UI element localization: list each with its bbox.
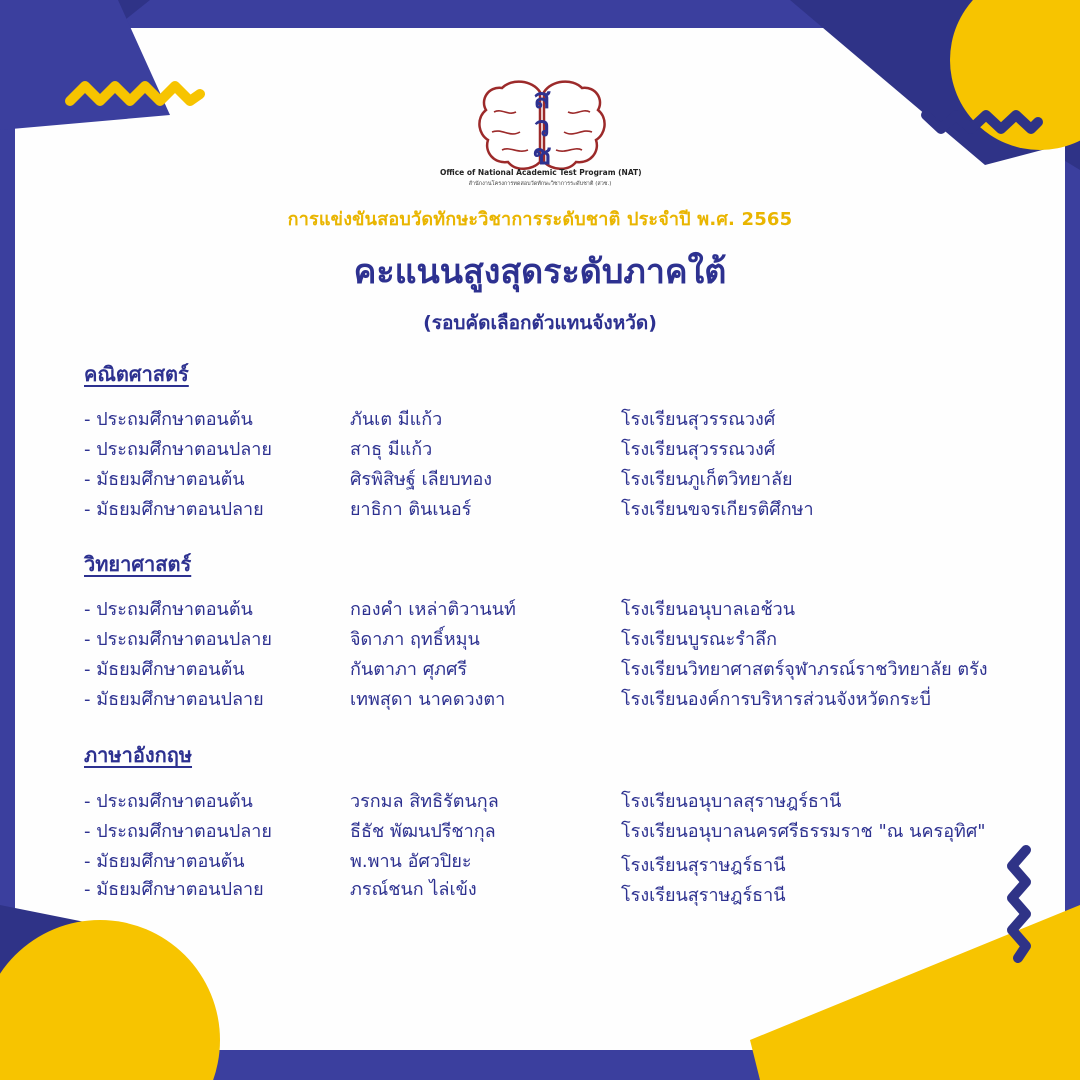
school-name: โรงเรียนองค์การบริหารส่วนจังหวัดกระบี่ [621,689,931,710]
list-row [0,654,1080,682]
student-name: สาธุ มีแก้ว [350,439,433,460]
list-row [0,874,1080,906]
school-name: โรงเรียนภูเก็ตวิทยาลัย [621,469,793,490]
school-name: โรงเรียนสุวรรณวงศ์ [621,409,776,430]
level-label: - มัธยมศึกษาตอนต้น [84,659,245,680]
student-name: เทพสุดา นาคดวงตา [350,689,506,710]
student-name: จิดาภา ฤทธิ์หมุน [350,629,480,650]
student-name: ศิรพิสิษฐ์ เลียบทอง [350,469,493,490]
student-name: ภรณ์ชนก ไล่เข้ง [350,879,477,900]
level-label: - ประถมศึกษาตอนต้น [84,599,253,620]
level-label: - มัธยมศึกษาตอนต้น [84,851,245,872]
school-name: โรงเรียนสุวรรณวงศ์ [621,439,776,460]
list-row [0,846,1080,874]
list-row [0,434,1080,462]
school-name: โรงเรียนอนุบาลเอช้วน [621,599,796,620]
student-name: วรกมล สิทธิรัตนกุล [350,791,499,812]
school-name: โรงเรียนสุราษฎร์ธานี [621,885,786,906]
level-label: - ประถมศึกษาตอนปลาย [84,629,272,650]
list-row [0,816,1080,844]
list-row [0,594,1080,622]
student-name: พ.พาน อัศวปิยะ [350,851,472,872]
round-label: (รอบคัดเลือกตัวแทนจังหวัด) [423,312,657,334]
student-name: ธีธัช พัฒนปรีชากุล [350,821,496,842]
student-name: กองคำ เหล่าติวานนท์ [350,599,516,620]
logo-org-english: Office of National Academic Test Program (NAT) [440,168,642,177]
page-title: คะแนนสูงสุดระดับภาคใต้ [353,252,727,292]
section-title-math: คณิตศาสตร์ [84,362,189,386]
logo-letter-3: ช [532,138,552,171]
level-label: - มัธยมศึกษาตอนปลาย [84,879,264,900]
logo-org-thai: สำนักงานโครงการทดสอบวัดทักษะวิชาการระดับชาติ (สวช.) [468,181,612,187]
school-name: โรงเรียนบูรณะรำลึก [621,629,777,650]
list-row [0,684,1080,712]
competition-subtitle: การแข่งขันสอบวัดทักษะวิชาการระดับชาติ ประจำปี พ.ศ. 2565 [287,209,793,230]
level-label: - มัธยมศึกษาตอนปลาย [84,689,264,710]
level-label: - มัธยมศึกษาตอนต้น [84,469,245,490]
logo-letter-2: ว [534,110,550,143]
level-label: - ประถมศึกษาตอนต้น [84,409,253,430]
school-name: โรงเรียนวิทยาศาสตร์จุฬาภรณ์ราชวิทยาลัย ตรัง [621,659,988,680]
section-title-science: วิทยาศาสตร์ [84,552,192,576]
section-title-english: ภาษาอังกฤษ [84,743,193,767]
list-row [0,494,1080,522]
list-row [0,464,1080,492]
school-name: โรงเรียนอนุบาลนครศรีธรรมราช "ณ นครอุทิศ" [621,821,986,842]
school-name: โรงเรียนขจรเกียรติศึกษา [621,499,814,520]
list-row [0,786,1080,814]
list-row [0,404,1080,432]
student-name: กันตาภา ศุภศรี [350,659,468,680]
student-name: ยาธิกา ตินเนอร์ [350,499,472,520]
level-label: - ประถมศึกษาตอนต้น [84,791,253,812]
logo-letter-1: ส [533,82,551,115]
school-name: โรงเรียนสุราษฎร์ธานี [621,855,786,876]
school-name: โรงเรียนอนุบาลสุราษฎร์ธานี [621,791,842,812]
student-name: ภันเต มีแก้ว [350,409,443,430]
level-label: - ประถมศึกษาตอนปลาย [84,439,272,460]
list-row [0,624,1080,652]
level-label: - ประถมศึกษาตอนปลาย [84,821,272,842]
level-label: - มัธยมศึกษาตอนปลาย [84,499,264,520]
